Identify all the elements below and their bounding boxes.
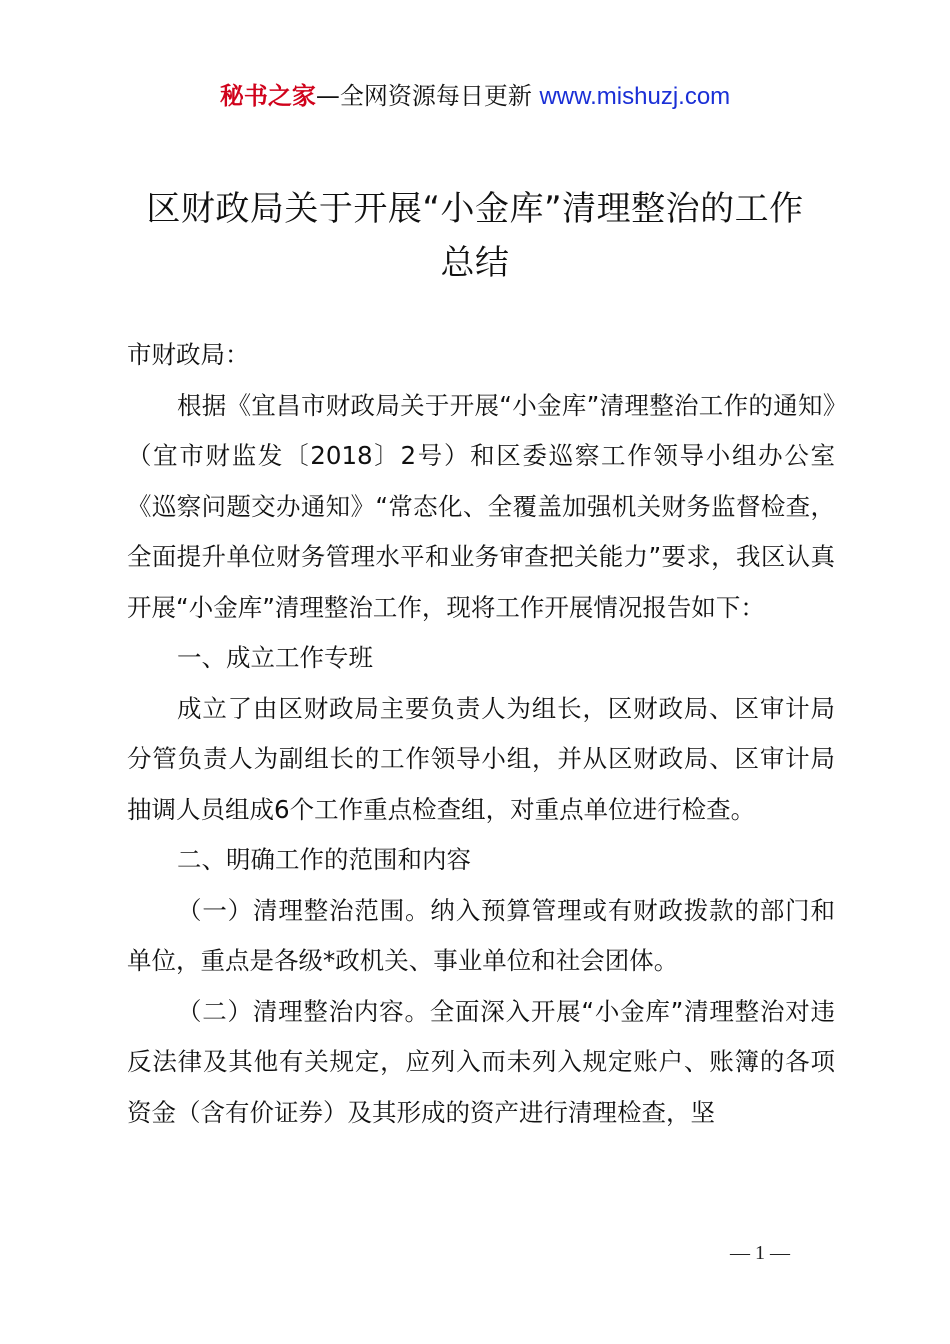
title-line-2: 总结 bbox=[440, 243, 510, 283]
site-banner bbox=[0, 78, 950, 115]
banner-tagline: —全网资源每日更新 bbox=[315, 82, 540, 110]
paragraph-task-force: 成立了由区财政局主要负责人为组长，区财政局、区审计局分管负责人为副组长的工作领导小组，并从区财政局、区审计局抽调人员组成6个工作重点检查组，对重点单位进行检查。 bbox=[127, 693, 835, 824]
paragraph-scope: （一）清理整治范围。纳入预算管理或有财政拨款的部门和单位，重点是各级*政机关、事业单位和社会团体。 bbox=[127, 895, 835, 975]
document-title bbox=[100, 182, 850, 290]
document-body bbox=[127, 330, 835, 1138]
banner-url-link[interactable]: www.mishuzj.com bbox=[539, 83, 731, 110]
banner-brand: 秘书之家 bbox=[219, 82, 316, 110]
page-number: — 1 — bbox=[730, 1242, 790, 1264]
paragraph-intro: 根据《宜昌市财政局关于开展“小金库”清理整治工作的通知》（宜市财监发〔2018〕2号）和区委巡察工作领导小组办公室《巡察问题交办通知》“常态化、全覆盖加强机关财务监督检查，全面提升单位财务管理水平和业务审查把关能力”要求，我区认真开展“小金库”清理整治工作，现将工作开展情况报告如下： bbox=[127, 390, 835, 622]
title-line-1: 区财政局关于开展“小金库”清理整治的工作 bbox=[146, 189, 804, 229]
paragraph-content: （二）清理整治内容。全面深入开展“小金库”清理整治对违反法律及其他有关规定，应列入而未列入规定账户、账簿的各项资金（含有价证券）及其形成的资产进行清理检查，坚 bbox=[127, 996, 835, 1127]
salutation: 市财政局： bbox=[127, 340, 250, 369]
section-heading-1: 一、成立工作专班 bbox=[177, 643, 373, 672]
section-heading-2: 二、明确工作的范围和内容 bbox=[177, 845, 471, 874]
